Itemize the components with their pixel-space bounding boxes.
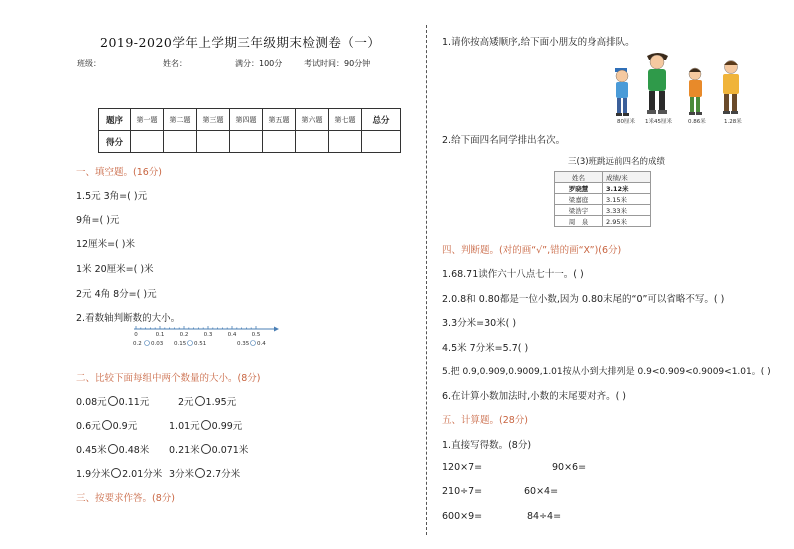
compare-right: 0.99元 (211, 421, 243, 432)
rank-score: 3.12米 (603, 183, 651, 194)
score-total: 总分 (362, 109, 401, 131)
compare-b: 0.03 (151, 341, 164, 347)
number-line (130, 324, 280, 348)
compare-right: 1.95元 (205, 397, 237, 408)
compare-circle[interactable] (145, 341, 150, 346)
compare-circle[interactable] (195, 468, 205, 478)
compare-circle[interactable] (108, 444, 118, 454)
compare-row-3b (169, 442, 248, 456)
question-1-1: 1.5元 3角=( )元 (76, 191, 148, 202)
compare-right: 0.48米 (118, 445, 150, 456)
score-cell[interactable] (230, 131, 263, 153)
rank-table-title: 三(3)班跳远前四名的成绩 (568, 157, 666, 167)
compare-circle[interactable] (201, 420, 211, 430)
calc-item: 600×9= (442, 511, 483, 522)
compare-left: 0.08元 (76, 397, 107, 408)
judge-3: 3.3分米=30米( ) (442, 318, 517, 329)
section-1-heading: 一、填空题。(16分) (76, 167, 163, 178)
calc-item: 60×4= (524, 486, 559, 497)
question-1-2: 9角=( )元 (76, 215, 120, 226)
children-illustration (610, 50, 750, 125)
compare-b: 0.4 (257, 341, 266, 347)
question-1-6: 2.看数轴判断数的大小。 (76, 313, 181, 324)
score-col-1: 第一题 (131, 109, 164, 131)
child-2-figure (647, 53, 668, 114)
score-cell[interactable] (296, 131, 329, 153)
rank-head-score: 成绩/米 (603, 172, 651, 183)
compare-right: 0.9元 (112, 421, 138, 432)
compare-b: 0.51 (194, 341, 207, 347)
compare-circle[interactable] (188, 341, 193, 346)
height-label-2: 1米45厘米 (645, 119, 672, 125)
compare-right: 0.11元 (118, 397, 150, 408)
score-cell[interactable] (164, 131, 197, 153)
score-cell[interactable] (329, 131, 362, 153)
full-score-label: 满分：100分 (235, 59, 283, 68)
score-table (98, 108, 401, 153)
rank-name: 梁嘉庭 (555, 194, 603, 205)
height-label-4: 1.28米 (724, 119, 742, 125)
calc-heading: 1.直接写得数。(8分) (442, 440, 532, 451)
compare-a: 0.2 (133, 341, 142, 347)
judge-6: 6.在计算小数加法时,小数的末尾要对齐。( ) (442, 391, 627, 402)
section-4-heading: 四、判断题。(对的画“√”,错的画“X”)(6分) (442, 245, 622, 256)
compare-right: 2.7分米 (206, 469, 241, 480)
height-label-1: 80厘米 (617, 119, 635, 125)
rank-score: 3.33米 (603, 205, 651, 216)
tick-label: 0.2 (179, 332, 189, 338)
tick-label: 0 (134, 332, 138, 338)
compare-row-2b (169, 418, 242, 432)
score-col-6: 第六题 (296, 109, 329, 131)
compare-a: 0.15 (174, 341, 187, 347)
question-1-3: 12厘米=( )米 (76, 239, 135, 250)
tick-label: 0.3 (203, 332, 213, 338)
rank-head-name: 姓名 (555, 172, 603, 183)
tick-label: 0.4 (227, 332, 237, 338)
compare-row-4b (169, 466, 240, 480)
section-5-heading: 五、计算题。(28分) (442, 415, 529, 426)
right-question-1: 1.请你按高矮顺序,给下面小朋友的身高排队。 (442, 37, 635, 48)
section-3-heading: 三、按要求作答。(8分) (76, 493, 175, 504)
score-cell[interactable] (197, 131, 230, 153)
child-4-figure (723, 61, 739, 115)
section-2-heading: 二、比较下面每组中两个数量的大小。(8分) (76, 373, 261, 384)
calc-item: 84÷4= (527, 511, 562, 522)
child-1-figure (615, 68, 629, 116)
page-title: 2019-2020学年上学期三年级期末检测卷（一） (100, 35, 381, 50)
judge-2: 2.0.8和 0.80都是一位小数,因为 0.80末尾的“0”可以省略不写。( ) (442, 294, 725, 305)
judge-5: 5.把 0.9,0.909,0.9009,1.01按从小到大排列是 0.9<0.909<0.9009<1.01。( ) (442, 367, 771, 377)
tick-label: 0.5 (251, 332, 261, 338)
compare-circle[interactable] (201, 444, 211, 454)
rank-score: 3.15米 (603, 194, 651, 205)
compare-left: 1.9分米 (76, 469, 111, 480)
compare-right: 2.01分米 (122, 469, 163, 480)
height-label-3: 0.86米 (688, 119, 706, 125)
compare-row-1b (178, 394, 236, 408)
score-row-head-2: 得分 (99, 131, 131, 153)
score-col-2: 第二题 (164, 109, 197, 131)
judge-1: 1.68.71读作六十八点七十一。( ) (442, 269, 584, 280)
rank-name: 梁浩宇 (555, 205, 603, 216)
compare-circle[interactable] (251, 341, 256, 346)
score-col-3: 第三题 (197, 109, 230, 131)
tick-label: 0.1 (155, 332, 165, 338)
compare-row-1 (76, 394, 149, 408)
calc-item: 120×7= (442, 462, 483, 473)
compare-left: 0.6元 (76, 421, 101, 432)
compare-left: 3分米 (169, 469, 195, 480)
score-cell[interactable] (131, 131, 164, 153)
score-col-7: 第七题 (329, 109, 362, 131)
compare-circle[interactable] (195, 396, 205, 406)
score-row-head: 题序 (99, 109, 131, 131)
calc-item: 90×6= (552, 462, 587, 473)
name-label: 姓名： (163, 59, 187, 68)
score-col-4: 第四题 (230, 109, 263, 131)
compare-row-4 (76, 466, 162, 480)
rank-table (554, 171, 651, 227)
judge-4: 4.5米 7分米=5.7( ) (442, 343, 529, 354)
compare-circle[interactable] (102, 420, 112, 430)
class-label: 班级： (77, 59, 101, 68)
exam-time-label: 考试时间：90分钟 (304, 59, 371, 68)
compare-a: 0.35 (237, 341, 250, 347)
rank-name: 罗晓慧 (555, 183, 603, 194)
compare-left: 1.01元 (169, 421, 200, 432)
compare-circle[interactable] (111, 468, 121, 478)
compare-left: 2元 (178, 397, 194, 408)
page-divider (426, 25, 427, 535)
question-1-4: 1米 20厘米=( )米 (76, 264, 154, 275)
calc-item: 210÷7= (442, 486, 483, 497)
compare-row-2 (76, 418, 137, 432)
score-col-5: 第五题 (263, 109, 296, 131)
score-cell[interactable] (263, 131, 296, 153)
score-cell[interactable] (362, 131, 401, 153)
question-1-5: 2元 4角 8分=( )元 (76, 289, 157, 300)
compare-right: 0.071米 (211, 445, 249, 456)
compare-row-3 (76, 442, 149, 456)
right-question-2: 2.给下面四名同学排出名次。 (442, 135, 566, 146)
rank-name: 周 泉 (555, 216, 603, 227)
rank-score: 2.95米 (603, 216, 651, 227)
compare-circle[interactable] (108, 396, 118, 406)
compare-left: 0.45米 (76, 445, 107, 456)
child-3-figure (689, 68, 702, 115)
compare-left: 0.21米 (169, 445, 200, 456)
